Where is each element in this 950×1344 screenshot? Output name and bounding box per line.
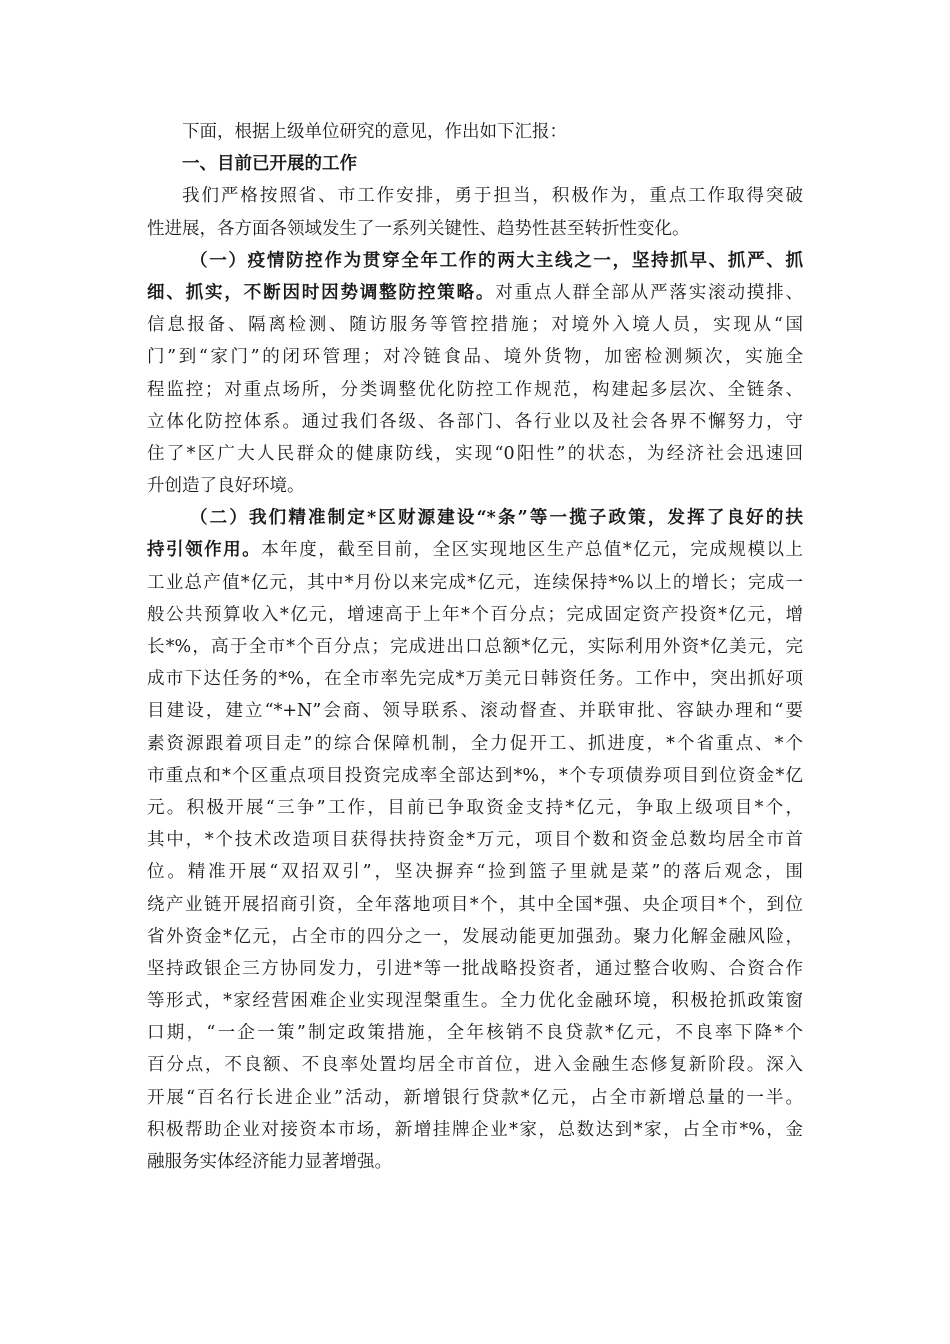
- heading-current-work: 一、目前已开展的工作: [182, 154, 357, 175]
- paragraph-line: 我们严格按照省、市工作安排，勇于担当，积极作为，重点工作取得突破: [182, 186, 803, 207]
- paragraph-line: 元。积极开展“三争”工作，目前已争取资金支持*亿元，争取上级项目*个，: [147, 797, 803, 818]
- document-page: [147, 116, 803, 1178]
- paragraph-line: 升创造了良好环境。: [147, 476, 305, 497]
- paragraph-line: 口期，“一企一策”制定政策措施，全年核销不良贷款*亿元，不良率下降*个: [147, 1023, 803, 1044]
- paragraph-line: 绕产业链开展招商引资，全年落地项目*个，其中全国*强、央企项目*个，到位: [147, 894, 803, 915]
- paragraph-line: 般公共预算收入*亿元，增速高于上年*个百分点；完成固定资产投资*亿元，增: [147, 604, 803, 625]
- paragraph-line: 素资源跟着项目走”的综合保障机制，全力促开工、抓进度，*个省重点、*个: [147, 733, 803, 754]
- section-title-epidemic: （一）疫情防控作为贯穿全年工作的两大主线之一，坚持抓早、抓严、抓: [190, 250, 803, 271]
- paragraph-line: 百分点，不良额、不良率处置均居全市首位，进入金融生态修复新阶段。深入: [147, 1055, 803, 1076]
- paragraph-line: 程监控；对重点场所，分类调整优化防控工作规范，构建起多层次、全链条、: [147, 379, 803, 400]
- paragraph-line: 目建设，建立“*+N”会商、领导联系、滚动督查、并联审批、容缺办理和“要: [147, 701, 803, 722]
- paragraph-line: 积极帮助企业对接资本市场，新增挂牌企业*家，总数达到*家，占全市*%，金: [147, 1119, 803, 1140]
- paragraph-line: 门”到“家门”的闭环管理；对冷链食品、境外货物，加密检测频次，实施全: [147, 347, 803, 368]
- section-body-start: 对重点人群全部从严落实滚动摸排、: [495, 282, 804, 303]
- paragraph-line: 住了*区广大人民群众的健康防线，实现“0阳性”的状态，为经济社会迅速回: [147, 443, 803, 464]
- paragraph-line: 成市下达任务的*%，在全市率先完成*万美元日韩资任务。工作中，突出抓好项: [147, 669, 803, 690]
- paragraph-line: 立体化防控体系。通过我们各级、各部门、各行业以及社会各界不懈努力，守: [147, 411, 803, 432]
- paragraph-line: 等形式，*家经营困难企业实现涅槃重生。全力优化金融环境，积极抢抓政策窗: [147, 991, 803, 1012]
- section-title-finance: （二）我们精准制定*区财源建设“*条”等一揽子政策，发挥了良好的扶: [190, 508, 803, 529]
- section-title-finance-end: 持引领作用。: [147, 540, 262, 561]
- intro-line: 下面，根据上级单位研究的意见，作出如下汇报：: [182, 122, 567, 142]
- paragraph-line: 长*%，高于全市*个百分点；完成进出口总额*亿元，实际利用外资*亿美元，完: [147, 637, 803, 657]
- paragraph-line: 信息报备、隔离检测、随访服务等管控措施；对境外入境人员，实现从“国: [147, 315, 803, 336]
- section-title-epidemic-cont: [147, 277, 803, 309]
- paragraph-line: 开展“百名行长进企业”活动，新增银行贷款*亿元，占全市新增总量的一半。: [147, 1087, 803, 1108]
- paragraph-line: 市重点和*个区重点项目投资完成率全部达到*%，*个专项债券项目到位资金*亿: [147, 765, 803, 786]
- section-title-finance-cont: [147, 534, 803, 566]
- paragraph-line: 工业总产值*亿元，其中*月份以来完成*亿元，连续保持*%以上的增长；完成一: [147, 572, 803, 593]
- paragraph-line: 其中，*个技术改造项目获得扶持资金*万元，项目个数和资金总数均居全市首: [147, 830, 803, 851]
- section-title-epidemic-end: 细、抓实，不断因时因势调整防控策略。: [147, 282, 496, 303]
- paragraph-line: 坚持政银企三方协同发力，引进*等一批战略投资者，通过整合收购、合资合作: [147, 958, 803, 979]
- paragraph-line: 省外资金*亿元，占全市的四分之一，发展动能更加强劲。聚力化解金融风险，: [147, 926, 803, 947]
- paragraph-line: 性进展，各方面各领域发生了一系列关键性、趋势性甚至转折性变化。: [147, 218, 690, 239]
- paragraph-line: 位。精准开展“双招双引”，坚决摒弃“捡到篮子里就是菜”的落后观念，围: [147, 862, 803, 883]
- section-body-start: 本年度，截至目前，全区实现地区生产总值*亿元，完成规模以上: [261, 540, 804, 561]
- paragraph-line: 融服务实体经济能力显著增强。: [147, 1152, 392, 1172]
